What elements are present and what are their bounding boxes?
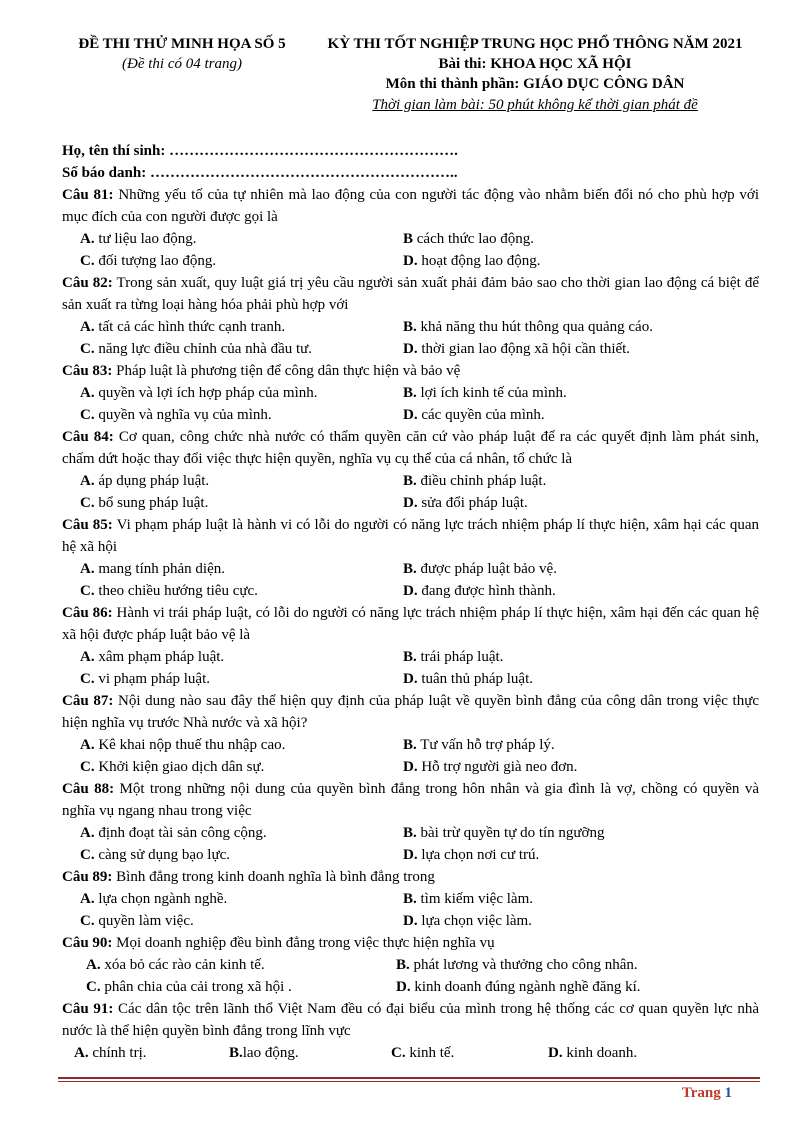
question-text: Một trong những nội dung của quyền bình đẳng trong hôn nhân và gia đình là vợ, chồng có quyền và nghĩa vụ ngang nhau trong việc bbox=[62, 781, 759, 819]
option-text: lợi ích kinh tế của mình. bbox=[420, 385, 567, 401]
answer-options bbox=[62, 734, 759, 778]
option-text: kinh doanh. bbox=[566, 1045, 638, 1061]
question-text: Các dân tộc trên lãnh thổ Việt Nam đều có đại biểu của mình trong hệ thống các cơ quan quyền lực nhà nước là thể hiện quyền bình đẳng trong lĩnh vực bbox=[62, 1001, 759, 1039]
answer-option-c bbox=[80, 580, 403, 602]
answer-options bbox=[62, 316, 759, 360]
question-text: Nội dung nào sau đây thể hiện quy định của pháp luật về quyền bình đẳng của công dân trong việc thực hiện nghĩa vụ trước Nhà nước và xã hội? bbox=[62, 693, 760, 731]
question-text: Vi phạm pháp luật là hành vi có lỗi do người có năng lực trách nhiệm pháp lí thực hiện, xâm hại các quan hệ xã hội bbox=[62, 517, 759, 555]
question-text: Hành vi trái pháp luật, có lỗi do người có năng lực trách nhiệm pháp lí thực hiện, xâm hại đến các quan hệ xã hội được pháp luật bảo vệ là bbox=[62, 605, 759, 643]
question-text: Pháp luật là phương tiện để công dân thực hiện và bảo vệ bbox=[112, 363, 461, 379]
question-label: Câu 84: bbox=[62, 429, 114, 445]
option-text: tìm kiếm việc làm. bbox=[420, 891, 533, 907]
option-letter: C. bbox=[80, 583, 95, 599]
answer-option-a bbox=[80, 470, 403, 492]
option-letter: C. bbox=[80, 671, 95, 687]
option-text: trái pháp luật. bbox=[420, 649, 504, 665]
option-text: lựa chọn việc làm. bbox=[421, 913, 532, 929]
option-letter: C. bbox=[80, 847, 95, 863]
option-letter: B. bbox=[403, 737, 417, 753]
page-count-note: (Đề thi có 04 trang) bbox=[122, 56, 242, 72]
answer-option-a bbox=[80, 646, 403, 668]
question-85 bbox=[62, 514, 759, 558]
option-letter: D. bbox=[403, 253, 418, 269]
answer-option-d bbox=[403, 844, 777, 866]
option-text: hoạt động lao động. bbox=[421, 253, 541, 269]
option-letter: A. bbox=[80, 319, 95, 335]
answer-option-a bbox=[80, 558, 403, 580]
answer-option-a bbox=[80, 316, 403, 338]
answer-option-d bbox=[403, 338, 777, 360]
option-letter: B. bbox=[403, 385, 417, 401]
option-text: Tư vấn hỗ trợ pháp lý. bbox=[420, 737, 555, 753]
option-letter: B bbox=[403, 231, 414, 247]
question-88 bbox=[62, 778, 759, 822]
option-text: theo chiều hướng tiêu cực. bbox=[98, 583, 258, 599]
answer-option-a bbox=[74, 1042, 229, 1064]
option-text: đang được hình thành. bbox=[421, 583, 556, 599]
option-letter: D. bbox=[403, 407, 418, 423]
exam-time bbox=[300, 97, 770, 114]
option-text: điều chỉnh pháp luật. bbox=[420, 473, 547, 489]
answer-option-b bbox=[403, 316, 777, 338]
exam-body bbox=[62, 140, 759, 1064]
option-text: quyền và nghĩa vụ của mình. bbox=[98, 407, 272, 423]
answer-options bbox=[62, 888, 759, 932]
option-text: khả năng thu hút thông qua quảng cáo. bbox=[420, 319, 653, 335]
option-letter: A. bbox=[80, 891, 95, 907]
answer-option-a bbox=[80, 888, 403, 910]
option-letter: B. bbox=[403, 825, 417, 841]
answer-option-a bbox=[86, 954, 396, 976]
option-letter: D. bbox=[403, 341, 418, 357]
option-text: càng sử dụng bạo lực. bbox=[98, 847, 230, 863]
answer-option-a bbox=[80, 228, 403, 250]
option-text: Khởi kiện giao dịch dân sự. bbox=[98, 759, 265, 775]
answer-option-b bbox=[403, 470, 777, 492]
option-text: bổ sung pháp luật. bbox=[98, 495, 209, 511]
question-text: Mọi doanh nghiệp đều bình đẳng trong việc thực hiện nghĩa vụ bbox=[112, 935, 495, 951]
option-text: quyền và lợi ích hợp pháp của mình. bbox=[98, 385, 318, 401]
option-letter: B. bbox=[403, 649, 417, 665]
exam-subject: Môn thi thành phần: GIÁO DỤC CÔNG DÂN bbox=[385, 76, 685, 92]
option-letter: B. bbox=[403, 561, 417, 577]
header-right bbox=[300, 36, 770, 114]
option-letter: B. bbox=[403, 319, 417, 335]
option-text: lao động. bbox=[242, 1045, 299, 1061]
option-letter: D. bbox=[403, 759, 418, 775]
option-text: mang tính phản diện. bbox=[98, 561, 225, 577]
option-text: tư liệu lao động. bbox=[98, 231, 197, 247]
option-letter: B. bbox=[403, 473, 417, 489]
question-label: Câu 82: bbox=[62, 275, 113, 291]
answer-option-d bbox=[403, 250, 777, 272]
option-letter: A. bbox=[86, 957, 101, 973]
option-text: chính trị. bbox=[92, 1045, 147, 1061]
option-letter: B. bbox=[396, 957, 410, 973]
option-letter: C. bbox=[391, 1045, 406, 1061]
option-letter: A. bbox=[80, 385, 95, 401]
question-label: Câu 86: bbox=[62, 605, 113, 621]
option-letter: A. bbox=[80, 473, 95, 489]
question-text: Những yếu tố của tự nhiên mà lao động của con người tác động vào nhằm biến đổi nó cho phù hợp với mục đích của con người được gọi là bbox=[62, 187, 760, 225]
answer-option-d bbox=[403, 668, 777, 690]
option-letter: D. bbox=[548, 1045, 563, 1061]
exam-test: Bài thi: KHOA HỌC XÃ HỘI bbox=[438, 56, 632, 72]
question-91 bbox=[62, 998, 759, 1042]
option-text: kinh tế. bbox=[409, 1045, 455, 1061]
option-letter: A. bbox=[74, 1045, 89, 1061]
exam-time-text: Thời gian làm bài: 50 phút không kể thời gian phát đề bbox=[372, 97, 698, 113]
question-83 bbox=[62, 360, 759, 382]
answer-option-c bbox=[80, 668, 403, 690]
answer-option-d bbox=[403, 404, 777, 426]
answer-options bbox=[62, 954, 759, 998]
option-text: thời gian lao động xã hội cần thiết. bbox=[421, 341, 631, 357]
option-letter: C. bbox=[80, 759, 95, 775]
answer-option-c bbox=[80, 910, 403, 932]
option-text: Kê khai nộp thuế thu nhập cao. bbox=[98, 737, 286, 753]
answer-option-d bbox=[403, 910, 777, 932]
answer-options bbox=[62, 1042, 759, 1064]
question-label: Câu 85: bbox=[62, 517, 113, 533]
option-text: cách thức lao động. bbox=[416, 231, 535, 247]
answer-option-b bbox=[229, 1042, 391, 1064]
answer-option-b bbox=[403, 888, 777, 910]
question-text: Bình đẳng trong kinh doanh nghĩa là bình đẳng trong bbox=[112, 869, 435, 885]
option-text: bài trừ quyền tự do tín ngưỡng bbox=[420, 825, 605, 841]
option-text: vi phạm pháp luật. bbox=[98, 671, 210, 687]
option-letter: C. bbox=[80, 341, 95, 357]
answer-option-c bbox=[391, 1042, 548, 1064]
question-87 bbox=[62, 690, 759, 734]
option-letter: D. bbox=[403, 847, 418, 863]
answer-option-b bbox=[403, 558, 777, 580]
option-text: năng lực điều chỉnh của nhà đầu tư. bbox=[98, 341, 313, 357]
option-text: tất cả các hình thức cạnh tranh. bbox=[98, 319, 286, 335]
option-letter: B. bbox=[403, 891, 417, 907]
option-text: xâm phạm pháp luật. bbox=[98, 649, 225, 665]
option-text: phát lương và thưởng cho công nhân. bbox=[413, 957, 638, 973]
option-letter: A. bbox=[80, 825, 95, 841]
answer-option-b bbox=[403, 822, 777, 844]
question-90 bbox=[62, 932, 759, 954]
option-letter: D. bbox=[403, 583, 418, 599]
answer-option-d bbox=[403, 756, 777, 778]
option-letter: C. bbox=[80, 253, 95, 269]
answer-option-b bbox=[403, 646, 777, 668]
option-letter: D. bbox=[403, 495, 418, 511]
option-text: sửa đổi pháp luật. bbox=[421, 495, 528, 511]
option-text: quyền làm việc. bbox=[98, 913, 194, 929]
answer-option-b bbox=[396, 954, 759, 976]
answer-option-c bbox=[86, 976, 396, 998]
answer-options bbox=[62, 646, 759, 690]
question-89 bbox=[62, 866, 759, 888]
answer-option-d bbox=[548, 1042, 753, 1064]
page-number-value: 1 bbox=[724, 1085, 732, 1101]
page-number bbox=[682, 1085, 732, 1102]
option-text: các quyền của mình. bbox=[421, 407, 545, 423]
footer-rule-bottom bbox=[58, 1081, 760, 1082]
question-label: Câu 83: bbox=[62, 363, 113, 379]
option-text: định đoạt tài sản công cộng. bbox=[98, 825, 267, 841]
option-letter: B. bbox=[229, 1045, 243, 1061]
option-text: đối tượng lao động. bbox=[98, 253, 217, 269]
option-letter: D. bbox=[396, 979, 411, 995]
question-label: Câu 81: bbox=[62, 187, 114, 203]
answer-options bbox=[62, 822, 759, 866]
answer-options bbox=[62, 558, 759, 602]
answer-option-c bbox=[80, 844, 403, 866]
question-text: Trong sản xuất, quy luật giá trị yêu cầu người sản xuất phải đảm bảo sao cho thời gian lao động cá biệt để sản xuất ra từng loại hàng hóa phải phù hợp với bbox=[62, 275, 759, 313]
answer-option-c bbox=[80, 338, 403, 360]
option-letter: C. bbox=[80, 913, 95, 929]
answer-option-c bbox=[80, 756, 403, 778]
option-text: phân chia của cải trong xã hội . bbox=[104, 979, 292, 995]
exam-code-title: ĐỀ THI THỬ MINH HỌA SỐ 5 bbox=[78, 36, 286, 52]
question-label: Câu 88: bbox=[62, 781, 115, 797]
option-letter: D. bbox=[403, 671, 418, 687]
option-letter: C. bbox=[80, 407, 95, 423]
answer-options bbox=[62, 382, 759, 426]
option-text: kinh doanh đúng ngành nghề đăng kí. bbox=[414, 979, 641, 995]
answer-option-b bbox=[403, 382, 777, 404]
option-letter: A. bbox=[80, 561, 95, 577]
question-label: Câu 87: bbox=[62, 693, 114, 709]
answer-option-b bbox=[403, 228, 777, 250]
exam-name: KỲ THI TỐT NGHIỆP TRUNG HỌC PHỔ THÔNG NĂM 2021 bbox=[327, 36, 743, 52]
answer-options bbox=[62, 470, 759, 514]
candidate-name-line: Họ, tên thí sinh: …………………………………………………. bbox=[62, 143, 458, 159]
option-text: được pháp luật bảo vệ. bbox=[420, 561, 557, 577]
answer-option-d bbox=[403, 492, 777, 514]
option-text: lựa chọn ngành nghề. bbox=[98, 891, 228, 907]
answer-option-c bbox=[80, 492, 403, 514]
page-label: Trang bbox=[681, 1085, 721, 1101]
option-letter: A. bbox=[80, 649, 95, 665]
header-left bbox=[52, 36, 312, 73]
answer-option-a bbox=[80, 822, 403, 844]
answer-options bbox=[62, 228, 759, 272]
option-letter: A. bbox=[80, 231, 95, 247]
option-text: tuân thủ pháp luật. bbox=[421, 671, 533, 687]
question-label: Câu 89: bbox=[62, 869, 113, 885]
option-letter: C. bbox=[80, 495, 95, 511]
answer-option-d bbox=[403, 580, 777, 602]
answer-option-d bbox=[396, 976, 759, 998]
candidate-id-line: Số báo danh: …………………………………………………….. bbox=[62, 165, 458, 181]
answer-option-c bbox=[80, 404, 403, 426]
option-text: xóa bỏ các rào cản kinh tế. bbox=[104, 957, 265, 973]
question-86 bbox=[62, 602, 759, 646]
question-81 bbox=[62, 184, 759, 228]
question-82 bbox=[62, 272, 759, 316]
option-text: áp dụng pháp luật. bbox=[98, 473, 210, 489]
answer-option-b bbox=[403, 734, 777, 756]
answer-option-a bbox=[80, 734, 403, 756]
answer-option-c bbox=[80, 250, 403, 272]
option-text: Hỗ trợ người già neo đơn. bbox=[421, 759, 578, 775]
option-letter: A. bbox=[80, 737, 95, 753]
option-letter: C. bbox=[86, 979, 101, 995]
question-label: Câu 90: bbox=[62, 935, 113, 951]
option-letter: D. bbox=[403, 913, 418, 929]
option-text: lựa chọn nơi cư trú. bbox=[421, 847, 540, 863]
question-label: Câu 91: bbox=[62, 1001, 114, 1017]
question-text: Cơ quan, công chức nhà nước có thẩm quyền căn cứ vào pháp luật để ra các quyết định làm phát sinh, chấm dứt hoặc thay đổi việc thực hiện quyền, nghĩa vụ cụ thể của cá nhân, tổ chức là bbox=[62, 429, 759, 467]
answer-option-a bbox=[80, 382, 403, 404]
footer-rule-top bbox=[58, 1077, 760, 1079]
question-84 bbox=[62, 426, 759, 470]
